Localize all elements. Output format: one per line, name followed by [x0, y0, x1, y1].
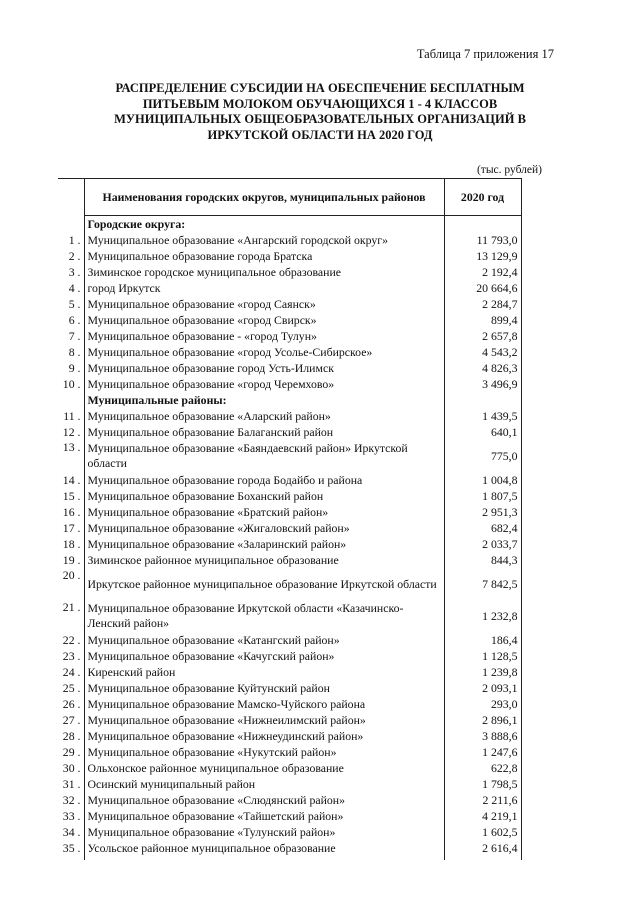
table-row — [58, 792, 521, 808]
row-number: 31 — [62, 776, 75, 791]
title-line: МУНИЦИПАЛЬНЫХ ОБЩЕОБРАЗОВАТЕЛЬНЫХ ОРГАНИЗАЦИЙ В — [114, 112, 526, 126]
row-value: 2 657,8 — [444, 328, 521, 344]
table-row — [58, 744, 521, 760]
row-number-cell: 13 . — [62, 440, 81, 454]
row-number: 29 — [62, 744, 75, 759]
row-number: 1 — [68, 232, 75, 247]
row-name: Ольхонское районное муниципальное образование — [84, 760, 444, 776]
row-number: 35 — [62, 840, 75, 855]
row-value: 1 602,5 — [444, 824, 521, 840]
row-number-cell: 3 . — [68, 264, 81, 279]
row-number: 33 — [62, 808, 75, 823]
row-name: Муниципальное образование «Катангский район» — [84, 632, 444, 648]
row-number-cell: 7 . — [68, 328, 81, 343]
spacer-value-cell — [444, 856, 521, 860]
table-row — [58, 648, 521, 664]
row-number-cell: 28 . — [62, 728, 81, 743]
units-note: (тыс. рублей) — [476, 164, 542, 176]
row-number-cell: 20 . — [62, 568, 81, 582]
row-name: город Иркутск — [84, 280, 444, 296]
row-value: 2 616,4 — [444, 840, 521, 856]
table-row — [58, 664, 521, 680]
section-row — [58, 392, 521, 408]
row-value: 844,3 — [444, 552, 521, 568]
row-value: 3 496,9 — [444, 376, 521, 392]
row-number: 21 — [62, 600, 75, 614]
table-row — [58, 264, 521, 280]
table-row — [58, 840, 521, 856]
row-number: 16 — [62, 504, 75, 519]
row-name: Муниципальное образование Куйтунский район — [84, 680, 444, 696]
table-row — [58, 360, 521, 376]
row-number-cell: 1 . — [68, 232, 81, 247]
row-name: Муниципальное образование Боханский район — [84, 488, 444, 504]
row-name: Усольское районное муниципальное образование — [84, 840, 444, 856]
row-number: 22 — [62, 632, 75, 647]
row-value: 1 807,5 — [444, 488, 521, 504]
table-body — [58, 216, 521, 861]
row-number: 5 — [68, 296, 75, 311]
row-name: Муниципальное образование города Братска — [84, 248, 444, 264]
row-number: 6 — [68, 312, 75, 327]
row-number-cell: 35 . — [62, 840, 81, 855]
row-number-cell: 29 . — [62, 744, 81, 759]
header-value-cell: 2020 год — [444, 179, 521, 216]
row-number: 3 — [68, 264, 75, 279]
table-bottom-spacer — [58, 856, 521, 860]
row-name: Муниципальное образование «Нижнеилимский район» — [84, 712, 444, 728]
row-name: Муниципальное образование Иркутской области «Казачинско-Ленский район» — [84, 600, 444, 632]
row-number-cell: 23 . — [62, 648, 81, 663]
row-number-cell: 22 . — [62, 632, 81, 647]
row-value: 1 798,5 — [444, 776, 521, 792]
row-number: 24 — [62, 664, 75, 679]
table-row — [58, 728, 521, 744]
table-header-row — [58, 179, 521, 216]
row-number: 13 — [62, 440, 75, 454]
section-label: Муниципальные районы: — [84, 392, 444, 408]
row-name: Муниципальное образование Балаганский район — [84, 424, 444, 440]
row-value: 13 129,9 — [444, 248, 521, 264]
row-value: 4 543,2 — [444, 344, 521, 360]
row-number-cell: 24 . — [62, 664, 81, 679]
row-value: 899,4 — [444, 312, 521, 328]
table-row — [58, 600, 521, 632]
table-row — [58, 408, 521, 424]
row-name: Муниципальное образование «Жигаловский район» — [84, 520, 444, 536]
row-name: Муниципальное образование «Нижнеудинский район» — [84, 728, 444, 744]
table-row — [58, 296, 521, 312]
row-number-cell: 6 . — [68, 312, 81, 327]
row-number: 32 — [62, 792, 75, 807]
table-row — [58, 248, 521, 264]
row-number: 34 — [62, 824, 75, 839]
table-row — [58, 824, 521, 840]
table-row — [58, 760, 521, 776]
table-row — [58, 696, 521, 712]
row-number-cell: 21 . — [62, 600, 81, 614]
row-value: 1 439,5 — [444, 408, 521, 424]
row-name: Муниципальное образование «Качугский район» — [84, 648, 444, 664]
row-number: 25 — [62, 680, 75, 695]
table-row — [58, 504, 521, 520]
row-name: Муниципальное образование «Тулунский район» — [84, 824, 444, 840]
title-line: РАСПРЕДЕЛЕНИЕ СУБСИДИИ НА ОБЕСПЕЧЕНИЕ БЕСПЛАТНЫМ — [115, 81, 525, 95]
row-name: Муниципальное образование город Усть-Илимск — [84, 360, 444, 376]
row-number-cell: 17 . — [62, 520, 81, 535]
row-name: Зиминское городское муниципальное образование — [84, 264, 444, 280]
row-number-cell: 15 . — [62, 488, 81, 503]
document-title — [60, 81, 580, 143]
section-value-cell — [444, 392, 521, 408]
row-value: 1 232,8 — [444, 600, 521, 632]
table-row — [58, 520, 521, 536]
section-value-cell — [444, 216, 521, 233]
row-name: Муниципальное образование «Заларинский район» — [84, 536, 444, 552]
row-name: Муниципальное образование «Баяндаевский район» Иркутской области — [84, 440, 444, 472]
row-value: 2 896,1 — [444, 712, 521, 728]
row-number: 9 — [68, 360, 75, 375]
row-number: 10 — [62, 376, 75, 391]
row-number-cell: 31 . — [62, 776, 81, 791]
row-number-cell: 12 . — [62, 424, 81, 439]
row-value: 186,4 — [444, 632, 521, 648]
section-row — [58, 216, 521, 233]
row-value: 2 093,1 — [444, 680, 521, 696]
header-number-cell — [58, 179, 84, 216]
row-value: 20 664,6 — [444, 280, 521, 296]
table-row — [58, 232, 521, 248]
row-value: 1 247,6 — [444, 744, 521, 760]
row-value: 2 033,7 — [444, 536, 521, 552]
row-name: Муниципальное образование «город Черемхово» — [84, 376, 444, 392]
row-number-cell: 33 . — [62, 808, 81, 823]
row-value: 3 888,6 — [444, 728, 521, 744]
row-name: Муниципальное образование «Братский район» — [84, 504, 444, 520]
row-number: 20 — [62, 568, 75, 582]
row-number: 23 — [62, 648, 75, 663]
row-number-cell: 9 . — [68, 360, 81, 375]
table-row — [58, 440, 521, 472]
spacer-name-cell — [84, 856, 444, 860]
row-number-cell: 32 . — [62, 792, 81, 807]
row-name: Муниципальное образование города Бодайбо и района — [84, 472, 444, 488]
table-row — [58, 712, 521, 728]
appendix-label: Таблица 7 приложения 17 — [416, 47, 554, 61]
row-name: Осинский муниципальный район — [84, 776, 444, 792]
row-number: 12 — [62, 424, 75, 439]
row-name: Зиминское районное муниципальное образование — [84, 552, 444, 568]
row-name: Муниципальное образование - «город Тулун» — [84, 328, 444, 344]
row-value: 2 951,3 — [444, 504, 521, 520]
row-number-cell: 10 . — [62, 376, 81, 391]
subsidy-table — [58, 178, 522, 860]
row-value: 4 219,1 — [444, 808, 521, 824]
row-value: 4 826,3 — [444, 360, 521, 376]
table-row — [58, 632, 521, 648]
table-row — [58, 568, 521, 600]
row-number-cell: 30 . — [62, 760, 81, 775]
row-number: 14 — [62, 472, 75, 487]
table-row — [58, 376, 521, 392]
row-value: 2 192,4 — [444, 264, 521, 280]
row-value: 775,0 — [444, 440, 521, 472]
row-name: Муниципальное образование «город Усолье-Сибирское» — [84, 344, 444, 360]
table-row — [58, 344, 521, 360]
row-number: 18 — [62, 536, 75, 551]
row-value: 640,1 — [444, 424, 521, 440]
header-name-cell: Наименования городских округов, муниципальных районов — [84, 179, 444, 216]
row-number-cell: 14 . — [62, 472, 81, 487]
title-line: ПИТЬЕВЫМ МОЛОКОМ ОБУЧАЮЩИХСЯ 1 - 4 КЛАССОВ — [142, 96, 498, 111]
table-row — [58, 776, 521, 792]
row-number: 27 — [62, 712, 75, 727]
spacer-number-cell — [58, 856, 84, 860]
row-number: 8 — [68, 344, 75, 359]
row-number: 19 — [62, 552, 75, 567]
row-number: 30 — [62, 760, 75, 775]
row-name: Иркутское районное муниципальное образование Иркутской области — [84, 568, 444, 600]
section-label: Городские округа: — [84, 216, 444, 233]
row-value: 7 842,5 — [444, 568, 521, 600]
section-number-cell — [58, 216, 84, 233]
row-number: 2 — [68, 248, 75, 263]
row-value: 11 793,0 — [444, 232, 521, 248]
row-number-cell: 26 . — [62, 696, 81, 711]
row-number-cell: 16 . — [62, 504, 81, 519]
row-number-cell: 27 . — [62, 712, 81, 727]
row-number-cell: 34 . — [62, 824, 81, 839]
row-name: Муниципальное образование «Слюдянский район» — [84, 792, 444, 808]
row-number-cell: 8 . — [68, 344, 81, 359]
table-row — [58, 680, 521, 696]
row-name: Муниципальное образование «Тайшетский район» — [84, 808, 444, 824]
row-number-cell: 19 . — [62, 552, 81, 567]
row-number-cell: 2 . — [68, 248, 81, 263]
row-number: 11 — [63, 408, 75, 423]
row-value: 682,4 — [444, 520, 521, 536]
section-number-cell — [58, 392, 84, 408]
row-value: 2 284,7 — [444, 296, 521, 312]
row-name: Муниципальное образование «Нукутский район» — [84, 744, 444, 760]
row-number: 26 — [62, 696, 75, 711]
table-row — [58, 488, 521, 504]
row-value: 1 239,8 — [444, 664, 521, 680]
row-number-cell: 5 . — [68, 296, 81, 311]
row-number: 4 — [68, 280, 75, 295]
row-value: 622,8 — [444, 760, 521, 776]
table-row — [58, 312, 521, 328]
title-line: ИРКУТСКОЙ ОБЛАСТИ НА 2020 ГОД — [207, 127, 433, 142]
table-row — [58, 280, 521, 296]
row-number: 28 — [62, 728, 75, 743]
table-row — [58, 808, 521, 824]
row-name: Муниципальное образование «Ангарский городской округ» — [84, 232, 444, 248]
row-number: 15 — [62, 488, 75, 503]
table-row — [58, 424, 521, 440]
row-name: Муниципальное образование «Аларский район» — [84, 408, 444, 424]
table-row — [58, 328, 521, 344]
row-number-cell: 25 . — [62, 680, 81, 695]
row-value: 2 211,6 — [444, 792, 521, 808]
row-number-cell: 4 . — [68, 280, 81, 295]
row-name: Киренский район — [84, 664, 444, 680]
row-number-cell: 18 . — [62, 536, 81, 551]
table-row — [58, 472, 521, 488]
row-value: 293,0 — [444, 696, 521, 712]
row-value: 1 004,8 — [444, 472, 521, 488]
table-row — [58, 552, 521, 568]
row-name: Муниципальное образование «город Свирск» — [84, 312, 444, 328]
table-row — [58, 536, 521, 552]
row-number-cell: 11 . — [63, 408, 81, 423]
row-number: 17 — [62, 520, 75, 535]
row-number: 7 — [68, 328, 75, 343]
row-name: Муниципальное образование Мамско-Чуйского района — [84, 696, 444, 712]
row-value: 1 128,5 — [444, 648, 521, 664]
row-name: Муниципальное образование «город Саянск» — [84, 296, 444, 312]
